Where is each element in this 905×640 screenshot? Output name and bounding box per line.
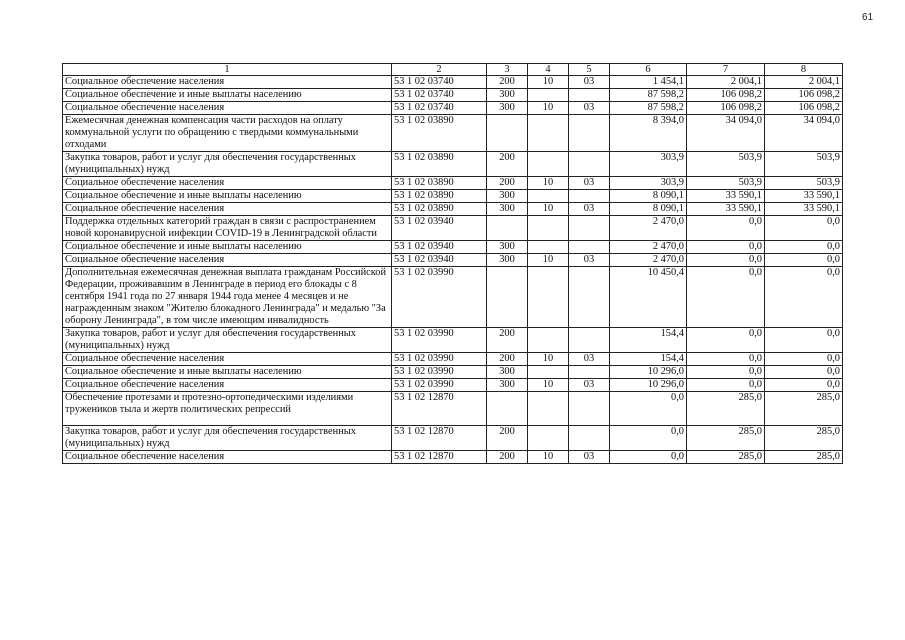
row-code-cell: 53 1 02 12870 [392,426,487,451]
row-rz-cell [528,115,569,152]
row-vr-cell: 300 [487,203,528,216]
row-pr-cell [569,241,610,254]
budget-table [62,63,843,464]
row-rz-cell: 10 [528,379,569,392]
row-name-cell: Социальное обеспечение населения [63,379,392,392]
row-amount-col6: 87 598,2 [610,102,687,115]
row-rz-cell [528,89,569,102]
row-code-cell: 53 1 02 03990 [392,328,487,353]
row-name-cell: Закупка товаров, работ и услуг для обеспечения государственных (муниципальных) нужд [63,328,392,353]
header-col-8: 8 [765,64,843,76]
row-rz-cell [528,392,569,426]
row-rz-cell: 10 [528,353,569,366]
row-vr-cell: 200 [487,76,528,89]
row-amount-col6: 303,9 [610,152,687,177]
row-rz-cell [528,190,569,203]
row-amount-col7: 503,9 [687,177,765,190]
row-vr-cell: 300 [487,89,528,102]
table-row [63,177,843,190]
row-amount-col7: 33 590,1 [687,203,765,216]
row-amount-col6: 2 470,0 [610,254,687,267]
table-body [63,76,843,464]
row-amount-col7: 0,0 [687,379,765,392]
row-pr-cell: 03 [569,102,610,115]
row-pr-cell [569,152,610,177]
table-row [63,190,843,203]
row-name-cell: Социальное обеспечение населения [63,451,392,464]
row-amount-col8: 33 590,1 [765,203,843,216]
row-vr-cell: 300 [487,379,528,392]
row-code-cell: 53 1 02 03940 [392,241,487,254]
page-number: 61 [862,12,874,23]
table-row [63,366,843,379]
row-name-cell: Дополнительная ежемесячная денежная выплата гражданам Российской Федерации, проживавшим в Ленинграде в период его блокады с 8 сентября 1941 года по 27 января 1944 года менее 4 месяцев и не награжденным знаком "Жителю блокадного Ленинграда" и медалью "За оборону Ленинграда", в том числе имеющим инвалидность [63,267,392,328]
row-pr-cell: 03 [569,76,610,89]
row-amount-col6: 303,9 [610,177,687,190]
row-rz-cell: 10 [528,76,569,89]
row-name-cell: Социальное обеспечение населения [63,254,392,267]
table-row [63,89,843,102]
row-rz-cell: 10 [528,254,569,267]
row-code-cell: 53 1 02 03990 [392,379,487,392]
row-code-cell: 53 1 02 03940 [392,216,487,241]
row-name-cell: Закупка товаров, работ и услуг для обеспечения государственных (муниципальных) нужд [63,426,392,451]
row-code-cell: 53 1 02 03940 [392,254,487,267]
row-amount-col7: 0,0 [687,216,765,241]
row-vr-cell: 300 [487,102,528,115]
header-col-5: 5 [569,64,610,76]
row-amount-col8: 34 094,0 [765,115,843,152]
row-rz-cell [528,366,569,379]
row-vr-cell: 300 [487,241,528,254]
row-amount-col7: 285,0 [687,426,765,451]
row-amount-col6: 87 598,2 [610,89,687,102]
row-vr-cell: 200 [487,328,528,353]
row-amount-col7: 0,0 [687,254,765,267]
row-pr-cell [569,426,610,451]
row-rz-cell: 10 [528,203,569,216]
header-col-7: 7 [687,64,765,76]
table-row [63,254,843,267]
row-amount-col7: 503,9 [687,152,765,177]
row-vr-cell: 300 [487,254,528,267]
row-name-cell: Обеспечение протезами и протезно-ортопедическими изделиями тружеников тыла и жертв политических репрессий [63,392,392,426]
row-amount-col7: 0,0 [687,366,765,379]
row-amount-col8: 106 098,2 [765,89,843,102]
row-rz-cell [528,328,569,353]
row-amount-col6: 1 454,1 [610,76,687,89]
row-code-cell: 53 1 02 03740 [392,102,487,115]
row-code-cell: 53 1 02 12870 [392,451,487,464]
row-amount-col7: 2 004,1 [687,76,765,89]
row-vr-cell: 200 [487,177,528,190]
row-amount-col6: 0,0 [610,451,687,464]
row-amount-col6: 0,0 [610,392,687,426]
row-name-cell: Ежемесячная денежная компенсация части расходов на оплату коммунальной услуги по обращению с твердыми коммунальными отходами [63,115,392,152]
row-rz-cell [528,267,569,328]
row-amount-col6: 10 296,0 [610,366,687,379]
row-name-cell: Социальное обеспечение и иные выплаты населению [63,366,392,379]
table-row [63,115,843,152]
row-code-cell: 53 1 02 03890 [392,115,487,152]
row-name-cell: Социальное обеспечение населения [63,102,392,115]
row-vr-cell [487,267,528,328]
row-pr-cell [569,328,610,353]
row-vr-cell: 200 [487,451,528,464]
row-amount-col8: 0,0 [765,328,843,353]
header-col-1: 1 [63,64,392,76]
row-amount-col7: 0,0 [687,267,765,328]
row-rz-cell [528,241,569,254]
row-pr-cell [569,392,610,426]
table-row [63,451,843,464]
row-amount-col6: 8 090,1 [610,203,687,216]
table-row [63,353,843,366]
row-amount-col6: 10 296,0 [610,379,687,392]
row-amount-col8: 0,0 [765,353,843,366]
header-col-2: 2 [392,64,487,76]
row-amount-col7: 0,0 [687,241,765,254]
row-vr-cell [487,115,528,152]
row-name-cell: Социальное обеспечение и иные выплаты населению [63,241,392,254]
row-code-cell: 53 1 02 12870 [392,392,487,426]
header-col-4: 4 [528,64,569,76]
row-name-cell: Социальное обеспечение населения [63,76,392,89]
row-amount-col8: 33 590,1 [765,190,843,203]
row-amount-col6: 8 394,0 [610,115,687,152]
row-pr-cell: 03 [569,353,610,366]
row-amount-col8: 285,0 [765,426,843,451]
row-pr-cell [569,115,610,152]
row-pr-cell: 03 [569,254,610,267]
row-amount-col8: 0,0 [765,241,843,254]
row-code-cell: 53 1 02 03990 [392,353,487,366]
row-rz-cell: 10 [528,102,569,115]
row-vr-cell: 200 [487,152,528,177]
row-rz-cell [528,152,569,177]
row-vr-cell: 200 [487,353,528,366]
row-pr-cell [569,190,610,203]
row-amount-col8: 2 004,1 [765,76,843,89]
table-row [63,102,843,115]
row-amount-col8: 106 098,2 [765,102,843,115]
row-amount-col7: 106 098,2 [687,102,765,115]
row-rz-cell: 10 [528,177,569,190]
table-row [63,328,843,353]
row-code-cell: 53 1 02 03990 [392,267,487,328]
row-amount-col6: 8 090,1 [610,190,687,203]
row-vr-cell: 300 [487,190,528,203]
row-vr-cell: 200 [487,426,528,451]
row-rz-cell [528,216,569,241]
row-pr-cell: 03 [569,451,610,464]
row-amount-col6: 10 450,4 [610,267,687,328]
row-amount-col6: 154,4 [610,353,687,366]
row-code-cell: 53 1 02 03890 [392,203,487,216]
row-name-cell: Поддержка отдельных категорий граждан в связи с распространением новой коронавирусной инфекции COVID-19 в Ленинградской области [63,216,392,241]
table-row [63,426,843,451]
row-amount-col6: 2 470,0 [610,241,687,254]
row-name-cell: Социальное обеспечение и иные выплаты населению [63,190,392,203]
row-amount-col7: 34 094,0 [687,115,765,152]
row-pr-cell: 03 [569,203,610,216]
row-amount-col7: 106 098,2 [687,89,765,102]
table-row [63,152,843,177]
table-row [63,76,843,89]
row-name-cell: Социальное обеспечение населения [63,177,392,190]
row-pr-cell [569,267,610,328]
row-amount-col6: 154,4 [610,328,687,353]
row-amount-col7: 0,0 [687,353,765,366]
row-rz-cell [528,426,569,451]
row-amount-col8: 0,0 [765,366,843,379]
table-row [63,203,843,216]
row-code-cell: 53 1 02 03740 [392,76,487,89]
row-pr-cell: 03 [569,379,610,392]
table-row [63,392,843,426]
row-vr-cell [487,216,528,241]
row-amount-col8: 285,0 [765,392,843,426]
row-rz-cell: 10 [528,451,569,464]
row-amount-col8: 503,9 [765,152,843,177]
row-name-cell: Социальное обеспечение населения [63,353,392,366]
row-pr-cell [569,216,610,241]
row-pr-cell: 03 [569,177,610,190]
row-code-cell: 53 1 02 03990 [392,366,487,379]
row-amount-col8: 285,0 [765,451,843,464]
row-amount-col8: 0,0 [765,267,843,328]
row-name-cell: Социальное обеспечение и иные выплаты населению [63,89,392,102]
row-amount-col7: 33 590,1 [687,190,765,203]
row-code-cell: 53 1 02 03890 [392,190,487,203]
row-amount-col8: 0,0 [765,216,843,241]
header-col-3: 3 [487,64,528,76]
table-row [63,267,843,328]
header-col-6: 6 [610,64,687,76]
row-amount-col8: 0,0 [765,254,843,267]
row-amount-col6: 2 470,0 [610,216,687,241]
row-code-cell: 53 1 02 03740 [392,89,487,102]
table-header-row [63,64,843,76]
row-name-cell: Закупка товаров, работ и услуг для обеспечения государственных (муниципальных) нужд [63,152,392,177]
row-code-cell: 53 1 02 03890 [392,152,487,177]
row-amount-col7: 0,0 [687,328,765,353]
row-vr-cell [487,392,528,426]
row-name-cell: Социальное обеспечение населения [63,203,392,216]
row-amount-col7: 285,0 [687,451,765,464]
row-vr-cell: 300 [487,366,528,379]
row-code-cell: 53 1 02 03890 [392,177,487,190]
row-amount-col8: 0,0 [765,379,843,392]
row-amount-col6: 0,0 [610,426,687,451]
table-row [63,379,843,392]
row-amount-col7: 285,0 [687,392,765,426]
row-pr-cell [569,89,610,102]
table-row [63,241,843,254]
table-row [63,216,843,241]
row-amount-col8: 503,9 [765,177,843,190]
row-pr-cell [569,366,610,379]
